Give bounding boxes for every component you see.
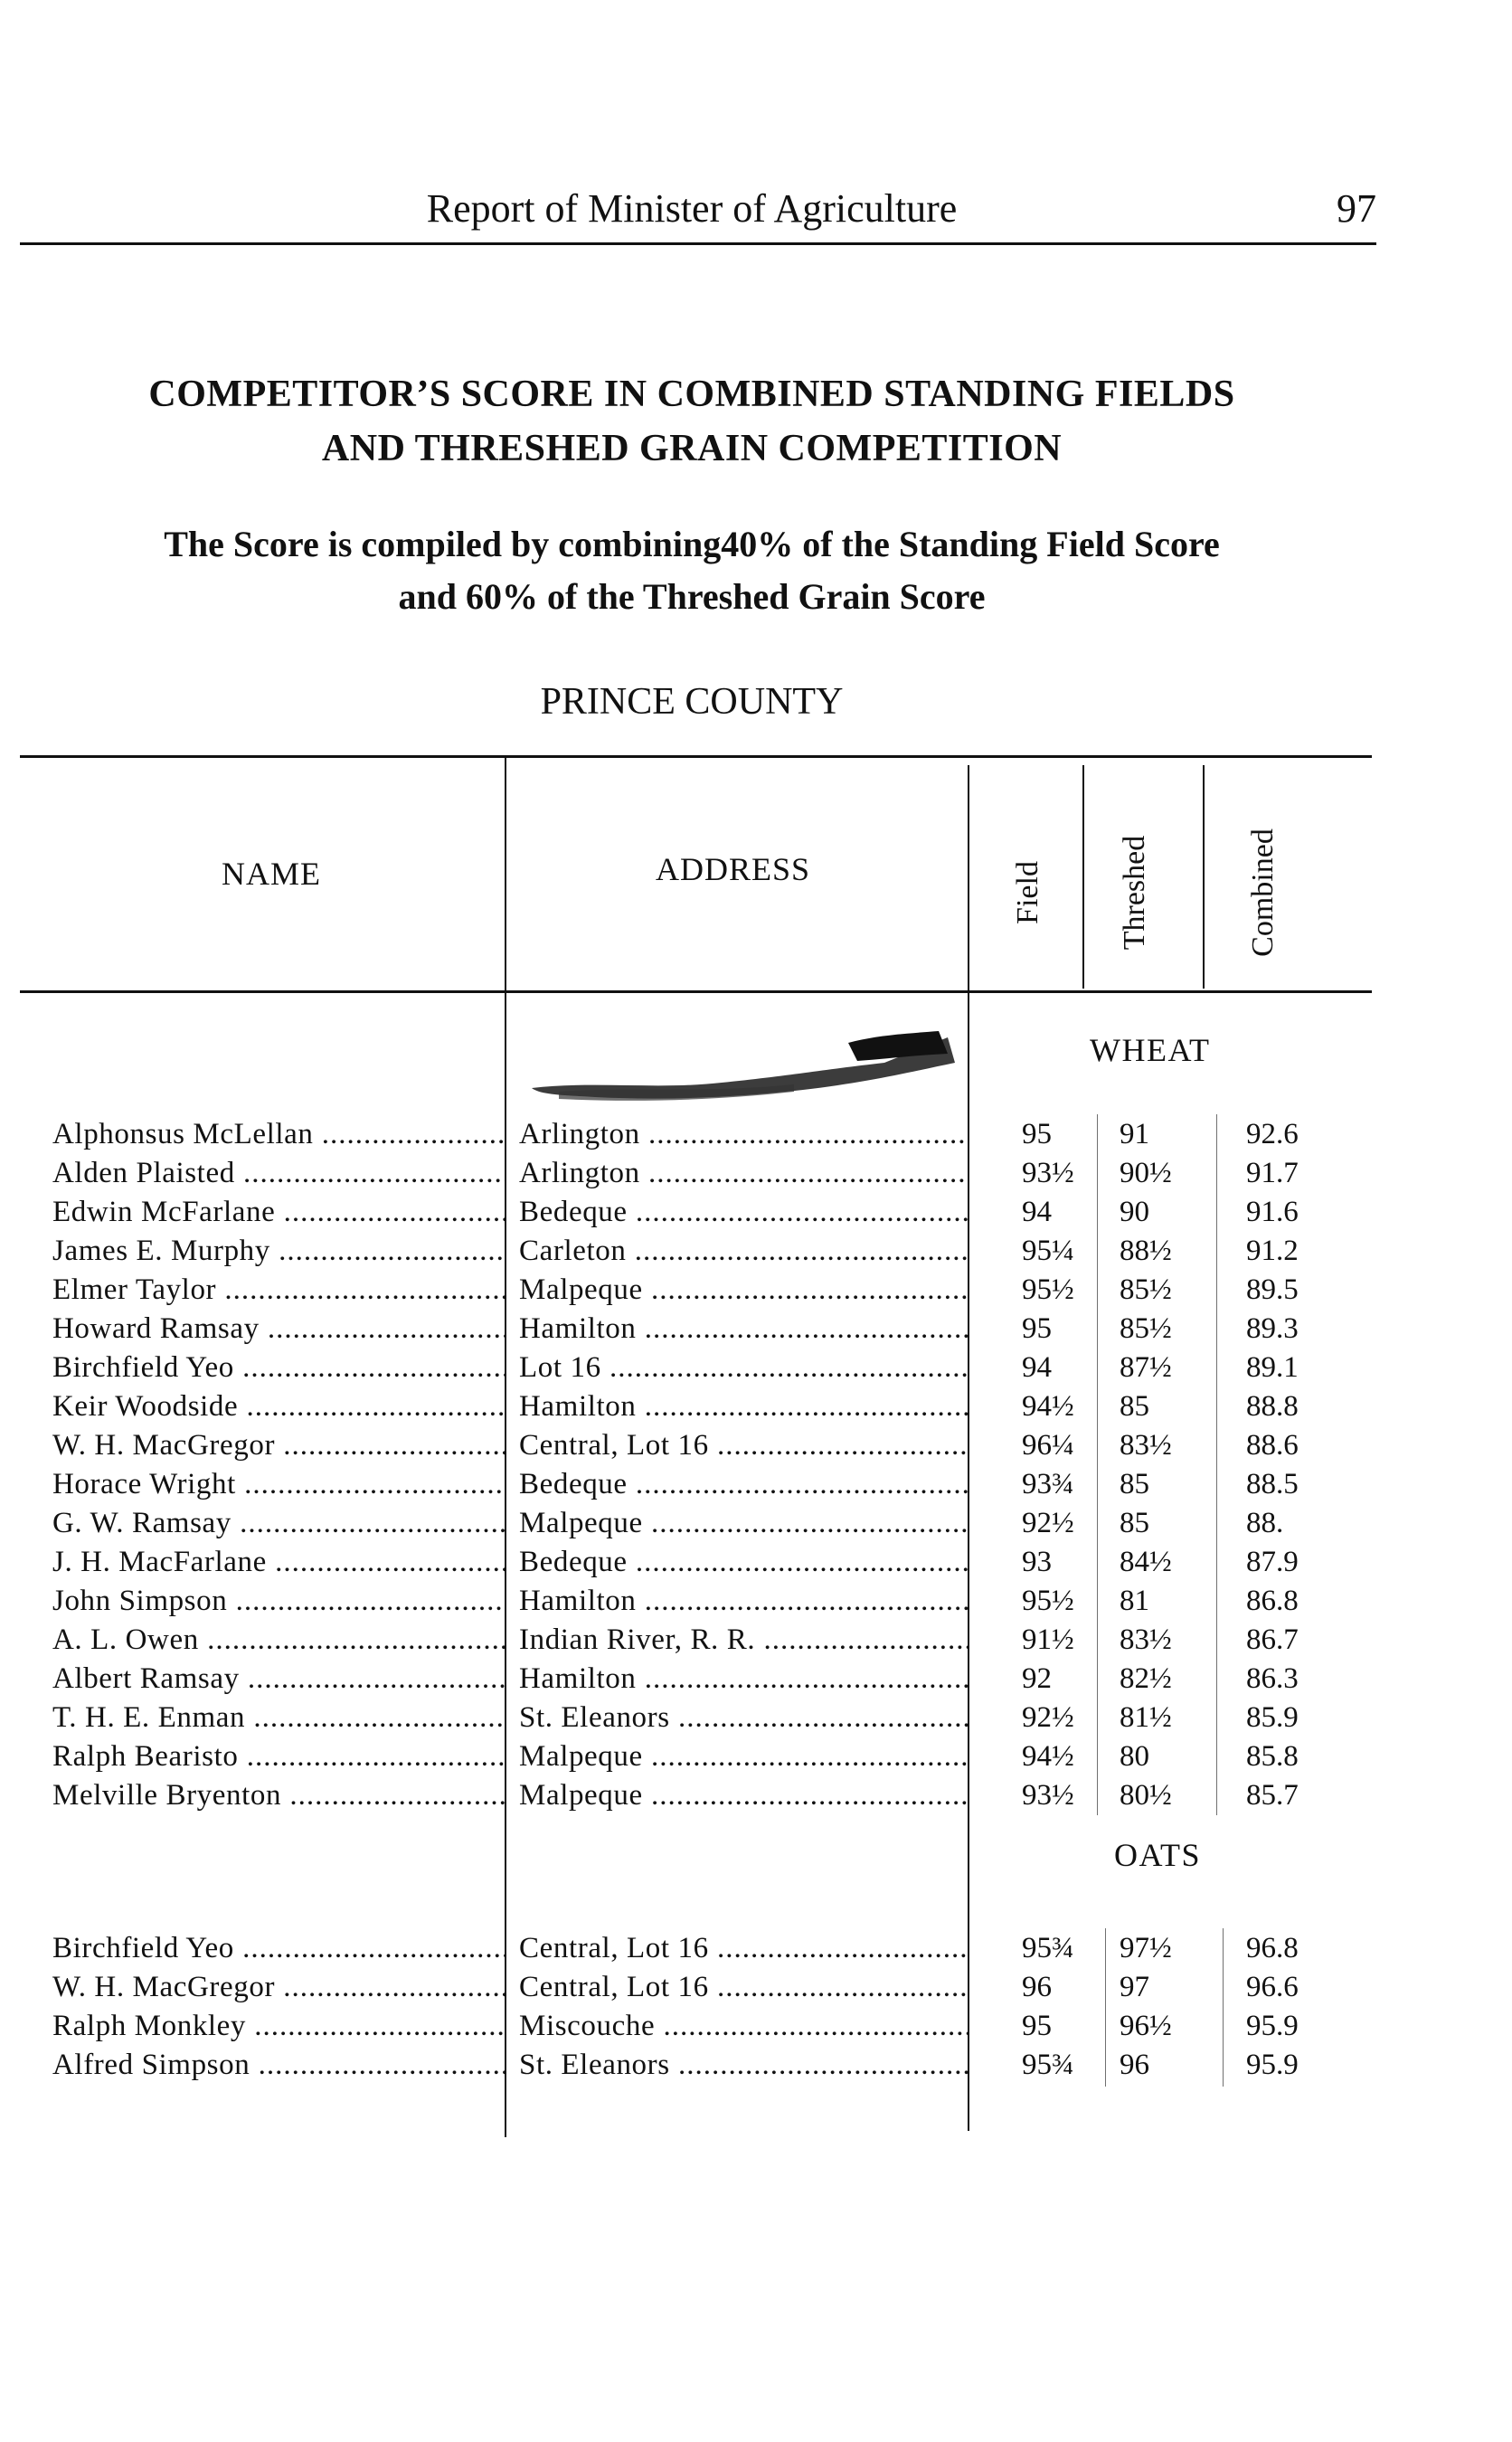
competitor-address: Indian River, R. R. .....: [519, 1623, 969, 1657]
field-score: 93¾: [1022, 1468, 1074, 1500]
table-row: [0, 1623, 1512, 1661]
field-score: 94: [1022, 1351, 1052, 1384]
competitor-address: Arlington .....: [519, 1118, 969, 1151]
table-row: [0, 1507, 1512, 1545]
section-label-oats: OATS: [1114, 1837, 1202, 1873]
page-number: 97: [1337, 186, 1376, 231]
competitor-address: Malpeque .....: [519, 1740, 969, 1774]
county-heading: PRINCE COUNTY: [540, 681, 844, 723]
threshed-score: 91: [1120, 1118, 1149, 1150]
threshed-score: 96: [1120, 2049, 1149, 2081]
competitor-name: Howard Ramsay .....: [52, 1312, 506, 1346]
column-divider-field-threshed: [1082, 765, 1084, 989]
combined-score: 85.9: [1246, 1701, 1299, 1734]
threshed-score: 81½: [1120, 1701, 1172, 1734]
threshed-score: 85½: [1120, 1273, 1172, 1306]
competitor-address: Hamilton .....: [519, 1585, 969, 1618]
combined-score: 88.: [1246, 1507, 1284, 1539]
competitor-address: Miscouche .....: [519, 2010, 969, 2043]
competitor-name: Ralph Monkley .....: [52, 2010, 506, 2043]
table-title-line-2: AND THRESHED GRAIN COMPETITION: [321, 428, 1063, 469]
table-row: [0, 1312, 1512, 1350]
competitor-address: Arlington .....: [519, 1157, 969, 1190]
table-row: [0, 1118, 1512, 1156]
competitor-address: Malpeque .....: [519, 1779, 969, 1813]
header-rule: [20, 242, 1376, 245]
table-row: [0, 1779, 1512, 1817]
competitor-name: W. H. MacGregor .....: [52, 1971, 506, 2004]
threshed-score: 82½: [1120, 1662, 1172, 1695]
competitor-name: Birchfield Yeo .....: [52, 1351, 506, 1385]
score-divider-wheat-1: [1097, 1114, 1098, 1815]
competitor-address: Hamilton .....: [519, 1390, 969, 1424]
combined-score: 96.6: [1246, 1971, 1299, 2003]
table-top-rule: [20, 755, 1372, 758]
score-divider-oats-2: [1223, 1928, 1224, 2087]
field-score: 94½: [1022, 1390, 1074, 1423]
field-score: 95½: [1022, 1273, 1074, 1306]
competitor-address: Bedeque .....: [519, 1468, 969, 1501]
competitor-name: Edwin McFarlane .....: [52, 1196, 506, 1229]
table-row: [0, 1390, 1512, 1428]
table-row: [0, 1468, 1512, 1506]
threshed-score: 90½: [1120, 1157, 1172, 1189]
field-score: 95: [1022, 2010, 1052, 2042]
ink-smudge: [523, 1027, 957, 1108]
combined-score: 91.7: [1246, 1157, 1299, 1189]
score-note-line-1: The Score is compiled by combining40% of the Standing Field Score: [164, 524, 1220, 564]
field-score: 95½: [1022, 1585, 1074, 1617]
table-row: [0, 1546, 1512, 1584]
column-header-field: Field: [1011, 861, 1044, 924]
field-score: 95¼: [1022, 1235, 1074, 1267]
competitor-name: W. H. MacGregor .....: [52, 1429, 506, 1462]
table-row: [0, 1585, 1512, 1623]
competitor-address: St. Eleanors .....: [519, 1701, 969, 1735]
table-row: [0, 2010, 1512, 2048]
threshed-score: 88½: [1120, 1235, 1172, 1267]
threshed-score: 97½: [1120, 1932, 1172, 1964]
competitor-address: Central, Lot 16 .....: [519, 1971, 969, 2004]
field-score: 92: [1022, 1662, 1052, 1695]
combined-score: 89.5: [1246, 1273, 1299, 1306]
competitor-name: A. L. Owen .....: [52, 1623, 506, 1657]
competitor-address: Lot 16 .....: [519, 1351, 969, 1385]
score-divider-oats-1: [1105, 1928, 1106, 2087]
competitor-name: T. H. E. Enman .....: [52, 1701, 506, 1735]
table-row: [0, 1701, 1512, 1739]
competitor-name: John Simpson .....: [52, 1585, 506, 1618]
competitor-address: Malpeque .....: [519, 1273, 969, 1307]
field-score: 92½: [1022, 1507, 1074, 1539]
threshed-score: 85: [1120, 1507, 1149, 1539]
competitor-name: Birchfield Yeo .....: [52, 1932, 506, 1965]
combined-score: 88.6: [1246, 1429, 1299, 1462]
table-row: [0, 1740, 1512, 1778]
table-row: [0, 1157, 1512, 1195]
running-title: Report of Minister of Agriculture: [426, 186, 958, 231]
field-score: 95: [1022, 1312, 1052, 1345]
competitor-name: James E. Murphy .....: [52, 1235, 506, 1268]
table-row: [0, 1196, 1512, 1234]
combined-score: 86.7: [1246, 1623, 1299, 1656]
threshed-score: 84½: [1120, 1546, 1172, 1578]
threshed-score: 81: [1120, 1585, 1149, 1617]
field-score: 94: [1022, 1196, 1052, 1228]
field-score: 95¾: [1022, 2049, 1074, 2081]
column-header-name: NAME: [222, 856, 321, 892]
competitor-name: Elmer Taylor .....: [52, 1273, 506, 1307]
field-score: 93: [1022, 1546, 1052, 1578]
combined-score: 91.6: [1246, 1196, 1299, 1228]
table-header-rule: [20, 990, 1372, 993]
field-score: 93½: [1022, 1779, 1074, 1812]
competitor-name: J. H. MacFarlane .....: [52, 1546, 506, 1579]
table-row: [0, 1662, 1512, 1700]
competitor-name: Alden Plaisted .....: [52, 1157, 506, 1190]
competitor-name: Melville Bryenton .....: [52, 1779, 506, 1813]
combined-score: 91.2: [1246, 1235, 1299, 1267]
combined-score: 85.7: [1246, 1779, 1299, 1812]
competitor-name: Albert Ramsay .....: [52, 1662, 506, 1696]
score-note-line-2: and 60% of the Threshed Grain Score: [398, 576, 986, 617]
table-row: [0, 1971, 1512, 2009]
competitor-address: Malpeque .....: [519, 1507, 969, 1540]
threshed-score: 80½: [1120, 1779, 1172, 1812]
column-header-combined: Combined: [1246, 828, 1280, 957]
field-score: 93½: [1022, 1157, 1074, 1189]
competitor-name: Alphonsus McLellan .....: [52, 1118, 506, 1151]
competitor-address: Central, Lot 16 .....: [519, 1932, 969, 1965]
table-row: [0, 1351, 1512, 1389]
competitor-name: Ralph Bearisto .....: [52, 1740, 506, 1774]
field-score: 92½: [1022, 1701, 1074, 1734]
field-score: 91½: [1022, 1623, 1074, 1656]
combined-score: 96.8: [1246, 1932, 1299, 1964]
field-score: 96¼: [1022, 1429, 1074, 1462]
competitor-name: Alfred Simpson .....: [52, 2049, 506, 2082]
table-row: [0, 1932, 1512, 1970]
competitor-address: Central, Lot 16 .....: [519, 1429, 969, 1462]
threshed-score: 83½: [1120, 1623, 1172, 1656]
competitor-address: St. Eleanors .....: [519, 2049, 969, 2082]
threshed-score: 90: [1120, 1196, 1149, 1228]
combined-score: 92.6: [1246, 1118, 1299, 1150]
table-title-line-1: COMPETITOR’S SCORE IN COMBINED STANDING FIELDS: [148, 374, 1235, 415]
column-divider-threshed-combined: [1203, 765, 1205, 989]
table-row: [0, 1235, 1512, 1273]
combined-score: 87.9: [1246, 1546, 1299, 1578]
combined-score: 89.3: [1246, 1312, 1299, 1345]
field-score: 95¾: [1022, 1932, 1074, 1964]
threshed-score: 80: [1120, 1740, 1149, 1773]
threshed-score: 96½: [1120, 2010, 1172, 2042]
threshed-score: 85: [1120, 1468, 1149, 1500]
column-header-threshed: Threshed: [1118, 835, 1151, 951]
competitor-address: Bedeque .....: [519, 1196, 969, 1229]
table-row: [0, 2049, 1512, 2087]
combined-score: 95.9: [1246, 2049, 1299, 2081]
table-row: [0, 1429, 1512, 1467]
section-label-wheat: WHEAT: [1090, 1032, 1211, 1068]
field-score: 95: [1022, 1118, 1052, 1150]
competitor-name: G. W. Ramsay .....: [52, 1507, 506, 1540]
combined-score: 86.3: [1246, 1662, 1299, 1695]
combined-score: 88.8: [1246, 1390, 1299, 1423]
threshed-score: 97: [1120, 1971, 1149, 2003]
competitor-name: Horace Wright .....: [52, 1468, 506, 1501]
combined-score: 88.5: [1246, 1468, 1299, 1500]
field-score: 94½: [1022, 1740, 1074, 1773]
combined-score: 85.8: [1246, 1740, 1299, 1773]
combined-score: 95.9: [1246, 2010, 1299, 2042]
competitor-address: Bedeque .....: [519, 1546, 969, 1579]
field-score: 96: [1022, 1971, 1052, 2003]
competitor-address: Carleton .....: [519, 1235, 969, 1268]
threshed-score: 87½: [1120, 1351, 1172, 1384]
score-divider-wheat-2: [1216, 1114, 1217, 1815]
competitor-name: Keir Woodside .....: [52, 1390, 506, 1424]
column-header-address: ADDRESS: [656, 851, 811, 887]
threshed-score: 83½: [1120, 1429, 1172, 1462]
combined-score: 86.8: [1246, 1585, 1299, 1617]
threshed-score: 85: [1120, 1390, 1149, 1423]
competitor-address: Hamilton .....: [519, 1312, 969, 1346]
threshed-score: 85½: [1120, 1312, 1172, 1345]
competitor-address: Hamilton .....: [519, 1662, 969, 1696]
table-row: [0, 1273, 1512, 1311]
combined-score: 89.1: [1246, 1351, 1299, 1384]
